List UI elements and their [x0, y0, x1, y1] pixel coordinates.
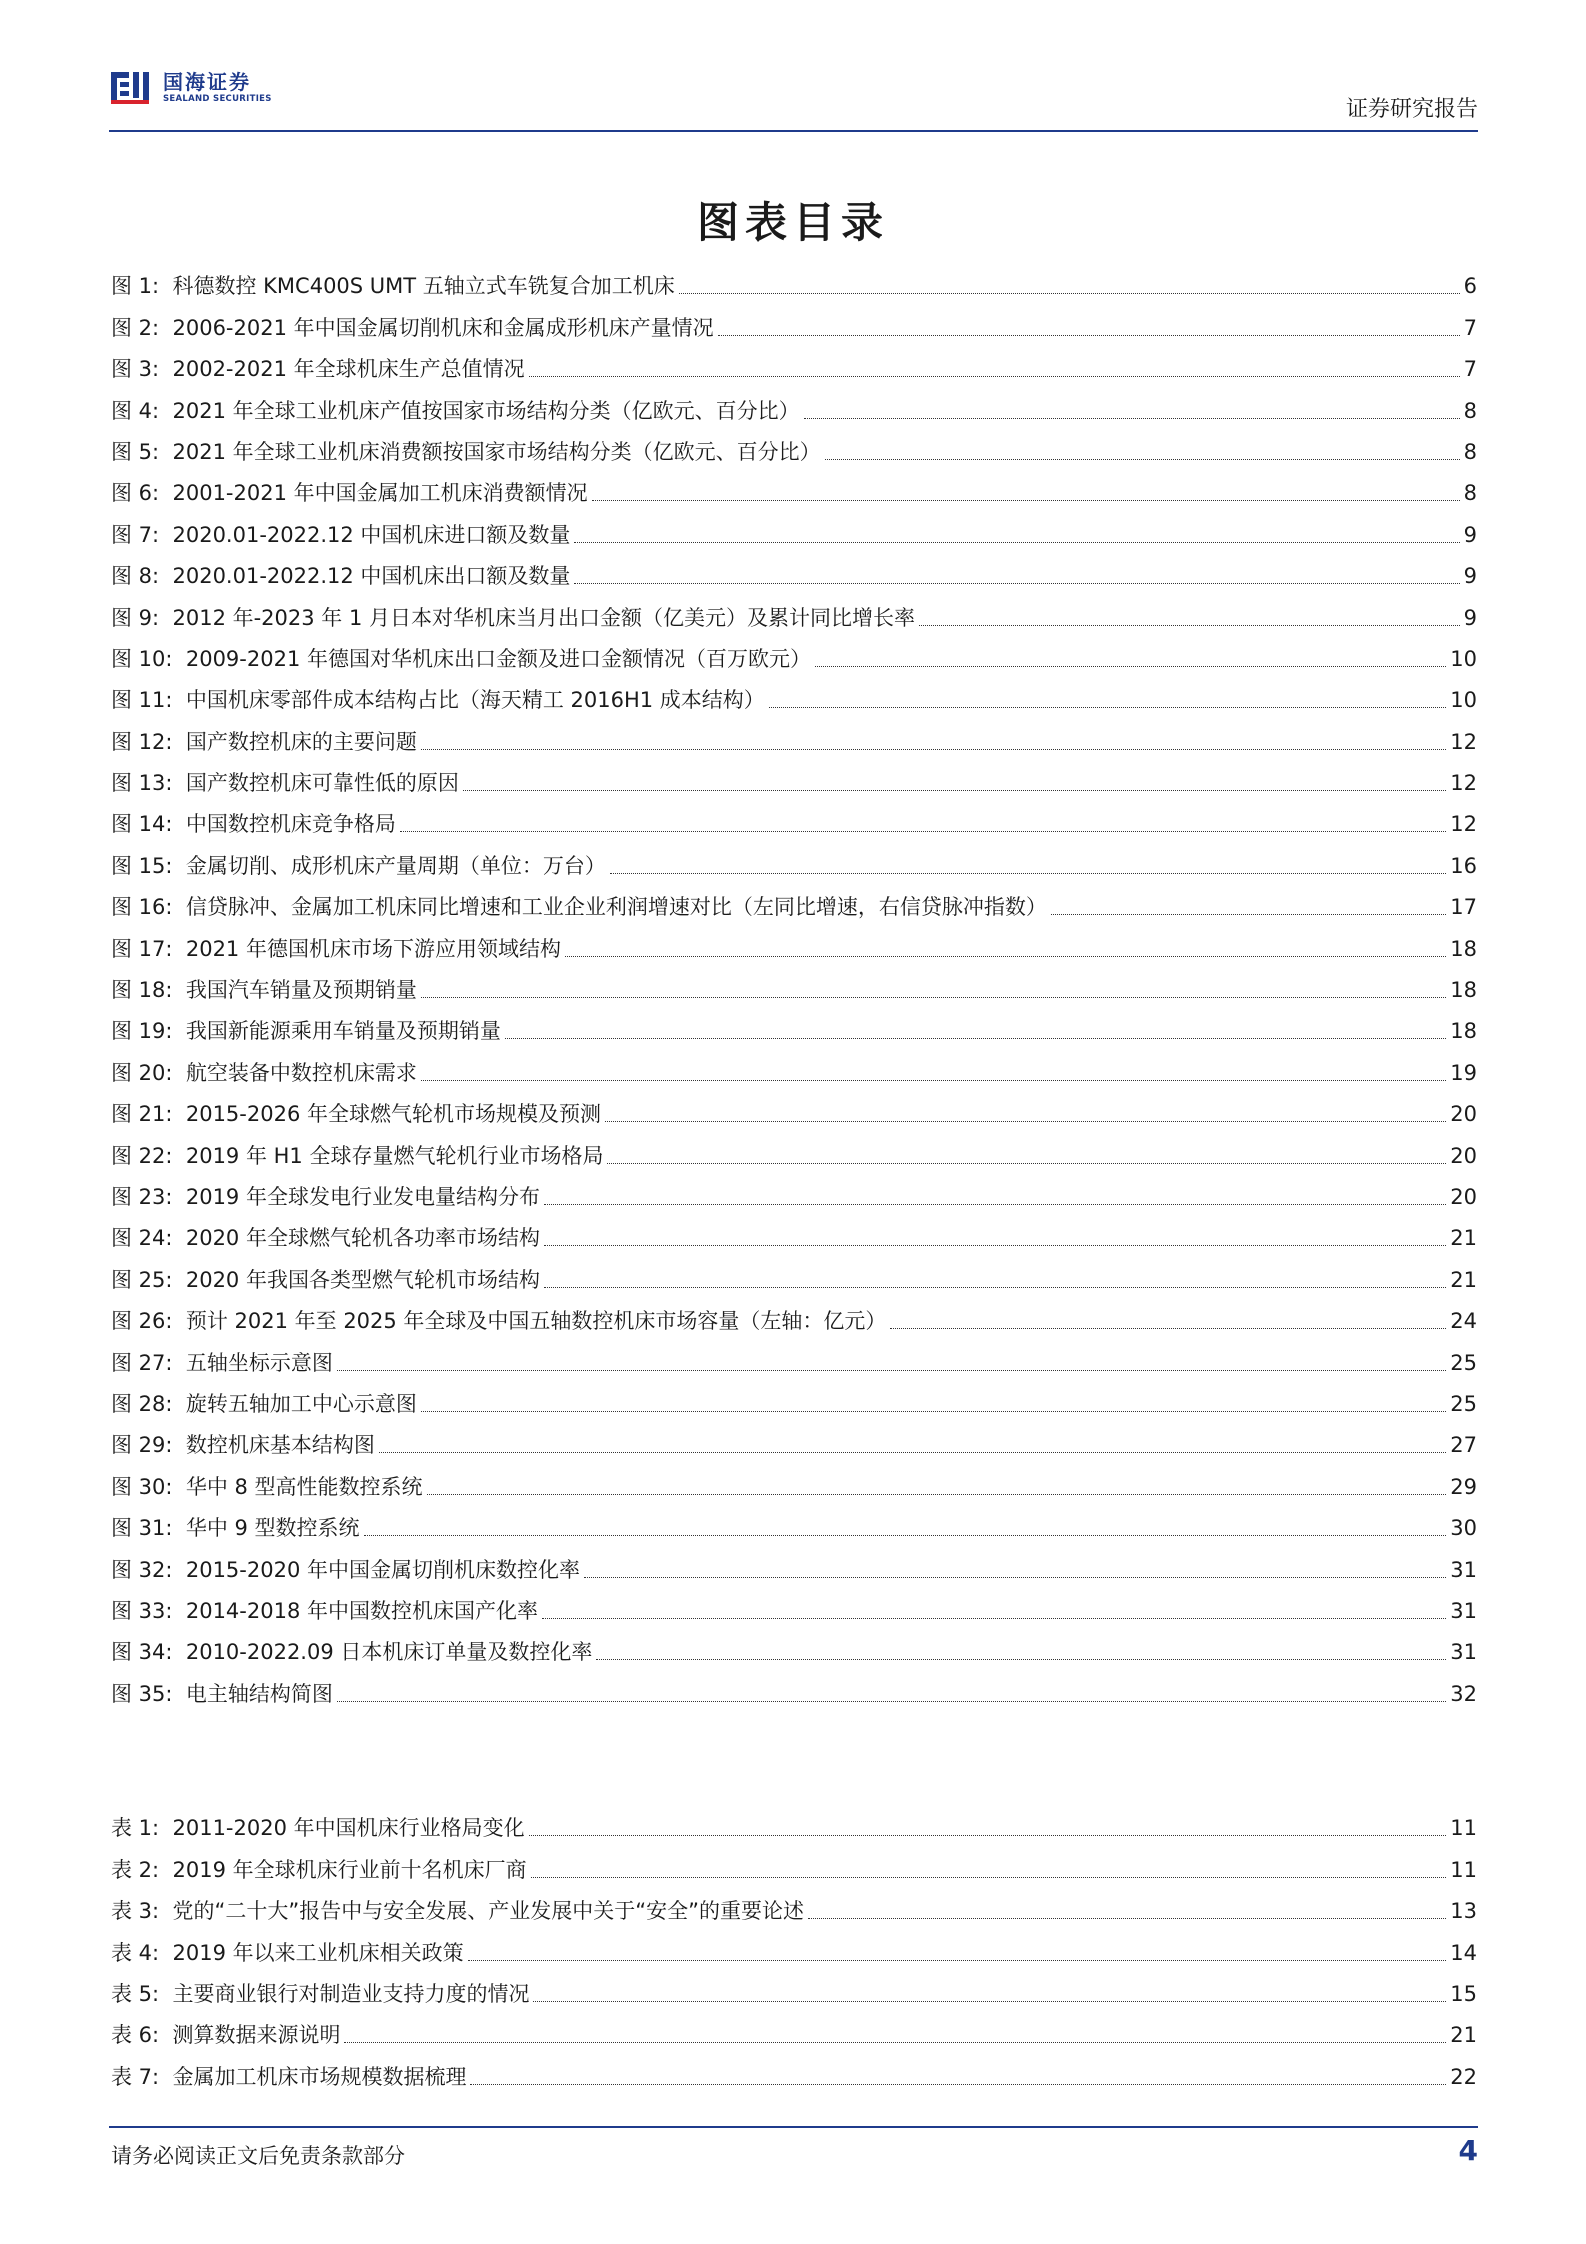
- entry-label: 图 35:: [111, 1681, 173, 1706]
- dot-leader: [337, 1701, 1446, 1702]
- entry-title: 国产数控机床的主要问题: [185, 729, 417, 754]
- dot-leader: [470, 2084, 1446, 2085]
- entry-page-number: 21: [1450, 1267, 1477, 1292]
- entry-page-number: 31: [1450, 1598, 1477, 1623]
- figure-entry[interactable]: [111, 637, 1477, 678]
- entry-title: 2019 年全球发电行业发电量结构分布: [185, 1184, 540, 1209]
- figure-entry[interactable]: [111, 1092, 1477, 1133]
- figure-entry[interactable]: [111, 1382, 1477, 1423]
- dot-leader: [584, 1577, 1446, 1578]
- entry-title: 2015-2020 年中国金属切削机床数控化率: [185, 1557, 580, 1582]
- dot-leader: [815, 666, 1446, 667]
- entry-page-number: 11: [1450, 1857, 1477, 1882]
- entry-page-number: 13: [1450, 1899, 1477, 1924]
- entry-title: 我国汽车销量及预期销量: [185, 978, 417, 1003]
- entry-label: 图 16:: [111, 895, 173, 920]
- entry-page-number: 20: [1450, 1143, 1477, 1168]
- table-list: [111, 1806, 1477, 2096]
- entry-title: 主要商业银行对制造业支持力度的情况: [172, 1981, 530, 2006]
- entry-page-number: 16: [1450, 853, 1477, 878]
- entry-page-number: 27: [1450, 1433, 1477, 1458]
- entry-title: 2009-2021 年德国对华机床出口金额及进口金额情况（百万欧元）: [185, 646, 811, 671]
- entry-page-number: 8: [1463, 481, 1477, 506]
- entry-page-number: 30: [1450, 1516, 1477, 1541]
- figure-entry[interactable]: [111, 1464, 1477, 1505]
- entry-page-number: 12: [1450, 771, 1477, 796]
- dot-leader: [427, 1494, 1447, 1495]
- dot-leader: [769, 707, 1446, 708]
- dot-leader: [679, 293, 1460, 294]
- figure-entry[interactable]: [111, 1133, 1477, 1174]
- figure-entry[interactable]: [111, 1009, 1477, 1050]
- dot-leader: [421, 1411, 1446, 1412]
- figure-entry[interactable]: [111, 1299, 1477, 1340]
- dot-leader: [364, 1535, 1447, 1536]
- dot-leader: [804, 418, 1460, 419]
- dot-leader: [592, 500, 1460, 501]
- figure-entry[interactable]: [111, 1423, 1477, 1464]
- entry-page-number: 14: [1450, 1940, 1477, 1965]
- entry-page-number: 19: [1450, 1060, 1477, 1085]
- dot-leader: [531, 1877, 1447, 1878]
- entry-title: 旋转五轴加工中心示意图: [185, 1391, 417, 1416]
- table-entry[interactable]: [111, 1889, 1477, 1930]
- figure-entry[interactable]: [111, 1050, 1477, 1091]
- entry-label: 图 28:: [111, 1391, 173, 1416]
- logo-chinese-name: 国海证券: [163, 70, 251, 94]
- dot-leader: [529, 1835, 1447, 1836]
- entry-label: 表 1:: [111, 1816, 160, 1841]
- entry-title: 2001-2021 年中国金属加工机床消费额情况: [172, 481, 588, 506]
- entry-title: 2021 年德国机床市场下游应用领域结构: [185, 936, 561, 961]
- table-entry[interactable]: [111, 2013, 1477, 2054]
- entry-label: 图 14:: [111, 812, 173, 837]
- entry-label: 图 15:: [111, 853, 173, 878]
- entry-title: 2010-2022.09 日本机床订单量及数控化率: [185, 1640, 593, 1665]
- entry-page-number: 32: [1450, 1681, 1477, 1706]
- dot-leader: [544, 1204, 1446, 1205]
- entry-title: 信贷脉冲、金属加工机床同比增速和工业企业利润增速对比（左同比增速，右信贷脉冲指数）: [185, 895, 1047, 920]
- entry-page-number: 8: [1463, 439, 1477, 464]
- entry-label: 表 6:: [111, 2023, 160, 2048]
- entry-label: 图 4:: [111, 398, 160, 423]
- entry-page-number: 10: [1450, 688, 1477, 713]
- entry-label: 图 27:: [111, 1350, 173, 1375]
- entry-page-number: 24: [1450, 1309, 1477, 1334]
- entry-title: 电主轴结构简图: [185, 1681, 333, 1706]
- entry-title: 2019 年以来工业机床相关政策: [172, 1940, 464, 1965]
- entry-page-number: 12: [1450, 812, 1477, 837]
- entry-title: 2020.01-2022.12 中国机床进口额及数量: [172, 522, 571, 547]
- entry-label: 图 3:: [111, 357, 160, 382]
- dot-leader: [544, 1287, 1446, 1288]
- table-entry[interactable]: [111, 1847, 1477, 1888]
- entry-title: 中国机床零部件成本结构占比（海天精工 2016H1 成本结构）: [185, 688, 765, 713]
- sealand-logo-icon: [109, 68, 155, 108]
- entry-label: 图 20:: [111, 1060, 173, 1085]
- entry-label: 图 18:: [111, 978, 173, 1003]
- entry-title: 数控机床基本结构图: [185, 1433, 375, 1458]
- entry-title: 测算数据来源说明: [172, 2023, 341, 2048]
- entry-page-number: 12: [1450, 729, 1477, 754]
- entry-page-number: 18: [1450, 936, 1477, 961]
- entry-title: 2020 年全球燃气轮机各功率市场结构: [185, 1226, 540, 1251]
- entry-page-number: 31: [1450, 1557, 1477, 1582]
- entry-page-number: 9: [1463, 564, 1477, 589]
- entry-page-number: 29: [1450, 1474, 1477, 1499]
- figure-list: [111, 264, 1477, 1713]
- entry-page-number: 21: [1450, 2023, 1477, 2048]
- entry-label: 图 17:: [111, 936, 173, 961]
- figure-entry[interactable]: [111, 802, 1477, 843]
- figure-entry[interactable]: [111, 430, 1477, 471]
- entry-label: 图 34:: [111, 1640, 173, 1665]
- entry-title: 2019 年 H1 全球存量燃气轮机行业市场格局: [185, 1143, 604, 1168]
- table-entry[interactable]: [111, 2054, 1477, 2095]
- figure-entry[interactable]: [111, 885, 1477, 926]
- entry-page-number: 25: [1450, 1391, 1477, 1416]
- entry-page-number: 11: [1450, 1816, 1477, 1841]
- figure-entry[interactable]: [111, 719, 1477, 760]
- entry-label: 表 3:: [111, 1899, 160, 1924]
- figure-entry[interactable]: [111, 388, 1477, 429]
- entry-page-number: 20: [1450, 1102, 1477, 1127]
- dot-leader: [718, 335, 1460, 336]
- dot-leader: [533, 2001, 1446, 2002]
- table-entry[interactable]: [111, 1930, 1477, 1971]
- entry-page-number: 25: [1450, 1350, 1477, 1375]
- figure-entry[interactable]: [111, 1547, 1477, 1588]
- dot-leader: [574, 542, 1459, 543]
- figure-entry[interactable]: [111, 1340, 1477, 1381]
- entry-label: 图 11:: [111, 688, 173, 713]
- entry-page-number: 6: [1463, 274, 1477, 299]
- entry-title: 中国数控机床竞争格局: [185, 812, 396, 837]
- dot-leader: [610, 873, 1446, 874]
- figure-entry[interactable]: [111, 264, 1477, 305]
- entry-label: 图 12:: [111, 729, 173, 754]
- entry-label: 图 7:: [111, 522, 160, 547]
- dot-leader: [421, 749, 1446, 750]
- entry-label: 表 4:: [111, 1940, 160, 1965]
- entry-title: 2006-2021 年中国金属切削机床和金属成形机床产量情况: [172, 315, 714, 340]
- entry-label: 图 30:: [111, 1474, 173, 1499]
- dot-leader: [1051, 914, 1446, 915]
- entry-page-number: 15: [1450, 1981, 1477, 2006]
- logo-english-name: SEALAND SECURITIES: [163, 94, 272, 104]
- entry-page-number: 10: [1450, 646, 1477, 671]
- dot-leader: [468, 1960, 1447, 1961]
- figure-entry[interactable]: [111, 1671, 1477, 1712]
- entry-page-number: 20: [1450, 1184, 1477, 1209]
- dot-leader: [379, 1452, 1446, 1453]
- figure-entry[interactable]: [111, 968, 1477, 1009]
- dot-leader: [542, 1618, 1446, 1619]
- figure-entry[interactable]: [111, 843, 1477, 884]
- entry-title: 2012 年-2023 年 1 月日本对华机床当月出口金额（亿美元）及累计同比增长率: [172, 605, 916, 630]
- entry-label: 图 22:: [111, 1143, 173, 1168]
- entry-label: 图 23:: [111, 1184, 173, 1209]
- entry-label: 表 7:: [111, 2064, 160, 2089]
- entry-label: 图 33:: [111, 1598, 173, 1623]
- entry-title: 2021 年全球工业机床消费额按国家市场结构分类（亿欧元、百分比）: [172, 439, 821, 464]
- figure-entry[interactable]: [111, 926, 1477, 967]
- entry-title: 航空装备中数控机床需求: [185, 1060, 417, 1085]
- figure-entry[interactable]: [111, 305, 1477, 346]
- dot-leader: [421, 997, 1446, 998]
- dot-leader: [337, 1370, 1446, 1371]
- entry-page-number: 9: [1463, 605, 1477, 630]
- entry-label: 表 5:: [111, 1981, 160, 2006]
- entry-label: 图 6:: [111, 481, 160, 506]
- entry-title: 2021 年全球工业机床产值按国家市场结构分类（亿欧元、百分比）: [172, 398, 800, 423]
- entry-title: 2014-2018 年中国数控机床国产化率: [185, 1598, 538, 1623]
- entry-label: 图 31:: [111, 1516, 173, 1541]
- dot-leader: [344, 2042, 1446, 2043]
- entry-title: 金属加工机床市场规模数据梳理: [172, 2064, 467, 2089]
- entry-label: 图 13:: [111, 771, 173, 796]
- dot-leader: [574, 583, 1459, 584]
- entry-title: 2020 年我国各类型燃气轮机市场结构: [185, 1267, 540, 1292]
- entry-label: 图 21:: [111, 1102, 173, 1127]
- entry-title: 2011-2020 年中国机床行业格局变化: [172, 1816, 525, 1841]
- entry-title: 2002-2021 年全球机床生产总值情况: [172, 357, 525, 382]
- figure-entry[interactable]: [111, 1175, 1477, 1216]
- entry-label: 图 24:: [111, 1226, 173, 1251]
- table-entry[interactable]: [111, 1972, 1477, 2013]
- entry-title: 国产数控机床可靠性低的原因: [185, 771, 459, 796]
- entry-page-number: 18: [1450, 1019, 1477, 1044]
- entry-label: 图 10:: [111, 646, 173, 671]
- entry-title: 党的“二十大”报告中与安全发展、产业发展中关于“安全”的重要论述: [172, 1899, 804, 1924]
- entry-title: 科德数控 KMC400S UMT 五轴立式车铣复合加工机床: [172, 274, 675, 299]
- entry-title: 华中 9 型数控系统: [185, 1516, 360, 1541]
- entry-title: 五轴坐标示意图: [185, 1350, 333, 1375]
- figure-entry[interactable]: [111, 347, 1477, 388]
- entry-label: 图 1:: [111, 274, 160, 299]
- dot-leader: [421, 1080, 1446, 1081]
- figure-entry[interactable]: [111, 1506, 1477, 1547]
- figure-entry[interactable]: [111, 1257, 1477, 1298]
- page-title: 图表目录: [696, 198, 889, 247]
- figure-entry[interactable]: [111, 761, 1477, 802]
- disclaimer-note: 请务必阅读正文后免责条款部分: [111, 2144, 405, 2168]
- dot-leader: [607, 1163, 1446, 1164]
- entry-page-number: 22: [1450, 2064, 1477, 2089]
- page-header: [109, 66, 1478, 136]
- entry-page-number: 9: [1463, 522, 1477, 547]
- entry-label: 图 9:: [111, 605, 160, 630]
- company-logo: [109, 68, 272, 108]
- page-number: 4: [1458, 2134, 1478, 2167]
- entry-title: 华中 8 型高性能数控系统: [185, 1474, 423, 1499]
- entry-label: 图 19:: [111, 1019, 173, 1044]
- entry-title: 2020.01-2022.12 中国机床出口额及数量: [172, 564, 571, 589]
- dot-leader: [808, 1918, 1446, 1919]
- entry-label: 图 2:: [111, 315, 160, 340]
- page-footer: [109, 2126, 1478, 2168]
- entry-title: 预计 2021 年至 2025 年全球及中国五轴数控机床市场容量（左轴：亿元）: [185, 1309, 887, 1334]
- figure-entry[interactable]: [111, 1589, 1477, 1630]
- figure-entry[interactable]: [111, 512, 1477, 553]
- entry-title: 金属切削、成形机床产量周期（单位：万台）: [185, 853, 606, 878]
- figure-entry[interactable]: [111, 554, 1477, 595]
- entry-label: 图 25:: [111, 1267, 173, 1292]
- entry-page-number: 31: [1450, 1640, 1477, 1665]
- figure-entry[interactable]: [111, 595, 1477, 636]
- dot-leader: [544, 1245, 1446, 1246]
- dot-leader: [605, 1121, 1446, 1122]
- dot-leader: [400, 831, 1446, 832]
- figure-entry[interactable]: [111, 1630, 1477, 1671]
- entry-page-number: 21: [1450, 1226, 1477, 1251]
- entry-label: 图 8:: [111, 564, 160, 589]
- entry-page-number: 18: [1450, 978, 1477, 1003]
- dot-leader: [825, 459, 1460, 460]
- dot-leader: [505, 1038, 1446, 1039]
- entry-title: 我国新能源乘用车销量及预期销量: [185, 1019, 501, 1044]
- entry-label: 图 32:: [111, 1557, 173, 1582]
- dot-leader: [919, 625, 1460, 626]
- header-divider: [109, 130, 1478, 132]
- table-entry[interactable]: [111, 1806, 1477, 1847]
- entry-label: 图 29:: [111, 1433, 173, 1458]
- dot-leader: [596, 1659, 1446, 1660]
- dot-leader: [890, 1328, 1446, 1329]
- figure-entry[interactable]: [111, 1216, 1477, 1257]
- dot-leader: [463, 790, 1446, 791]
- dot-leader: [565, 956, 1446, 957]
- entry-title: 2019 年全球机床行业前十名机床厂商: [172, 1857, 527, 1882]
- entry-title: 2015-2026 年全球燃气轮机市场规模及预测: [185, 1102, 601, 1127]
- figure-entry[interactable]: [111, 678, 1477, 719]
- entry-page-number: 7: [1463, 315, 1477, 340]
- entry-page-number: 8: [1463, 398, 1477, 423]
- report-type-label: 证券研究报告: [1345, 97, 1478, 122]
- entry-page-number: 17: [1450, 895, 1477, 920]
- entry-page-number: 7: [1463, 357, 1477, 382]
- figure-entry[interactable]: [111, 471, 1477, 512]
- entry-label: 图 26:: [111, 1309, 173, 1334]
- dot-leader: [529, 376, 1460, 377]
- entry-label: 图 5:: [111, 439, 160, 464]
- entry-label: 表 2:: [111, 1857, 160, 1882]
